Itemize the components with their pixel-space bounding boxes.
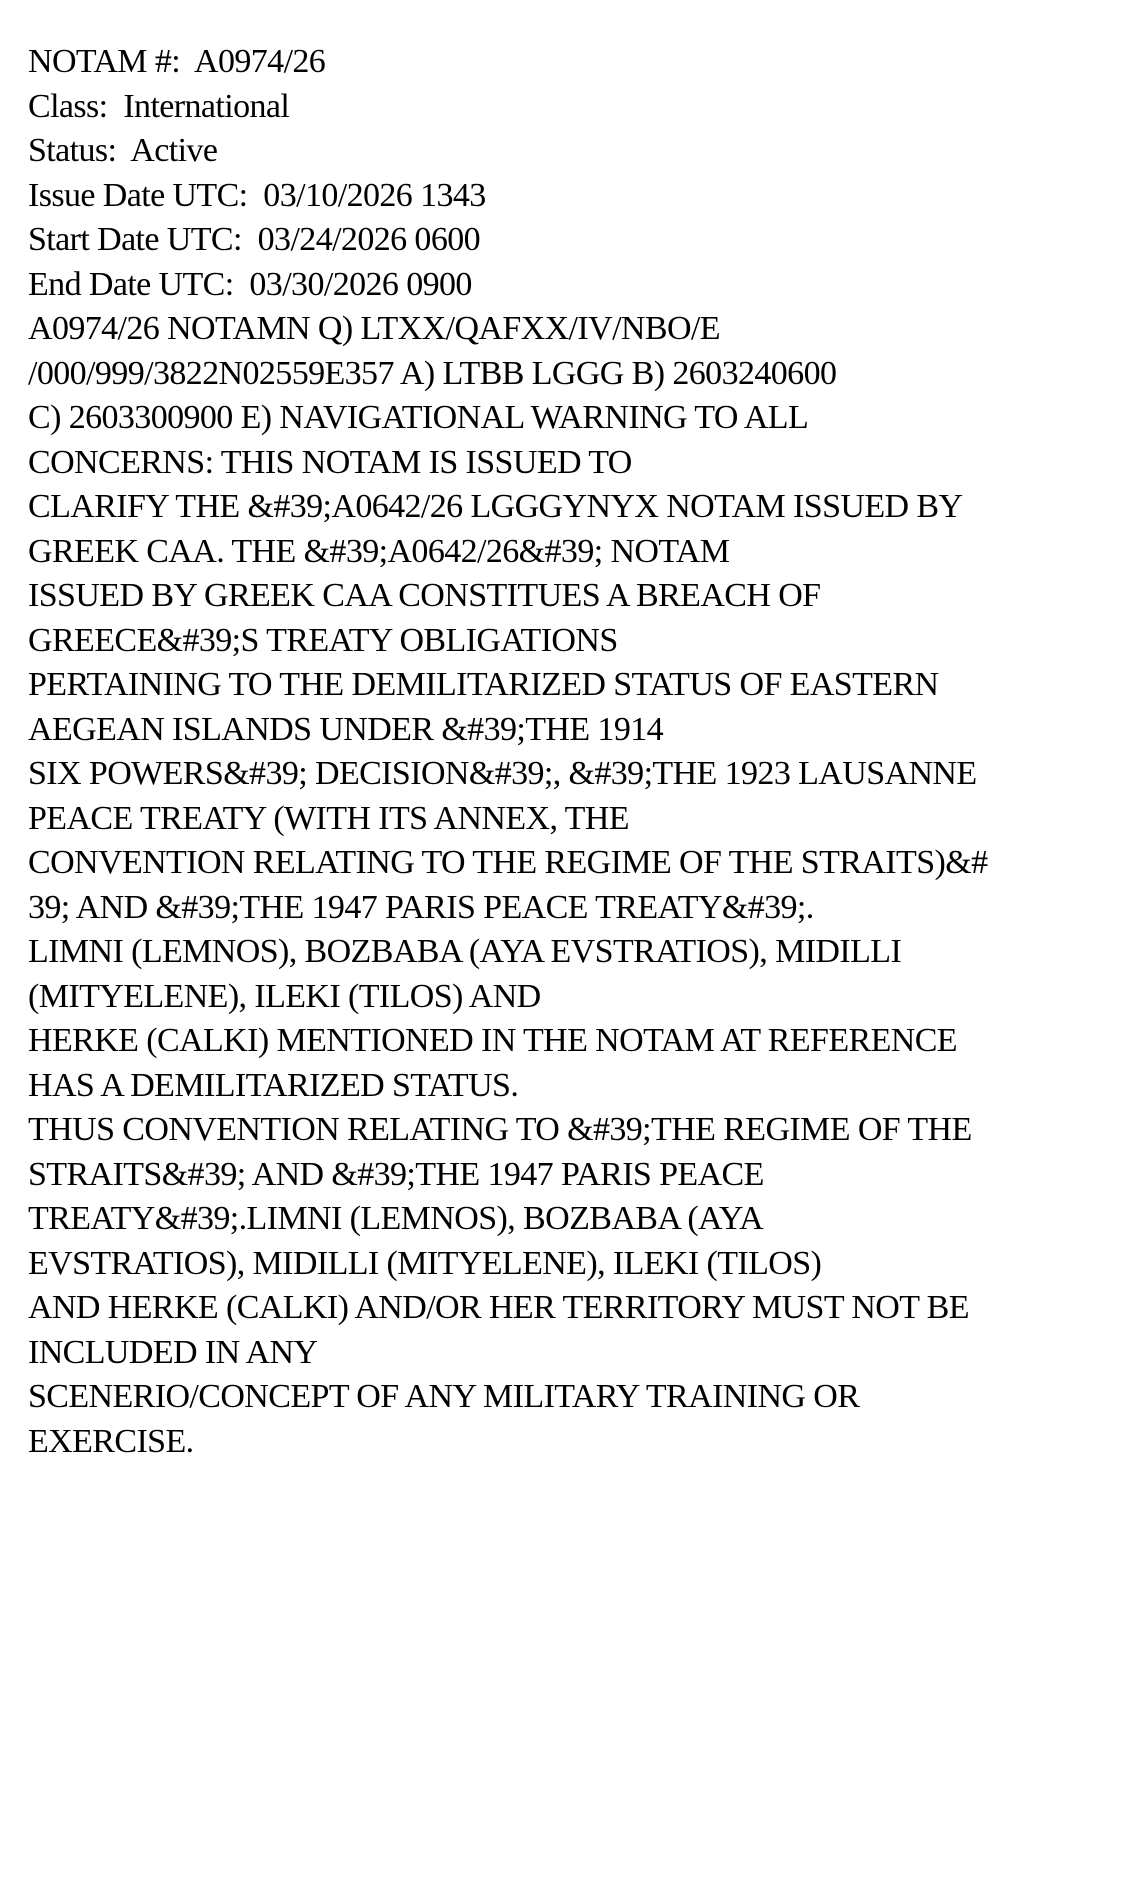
notam-body-line: PERTAINING TO THE DEMILITARIZED STATUS OF EASTERN bbox=[28, 666, 939, 703]
notam-body-line: INCLUDED IN ANY bbox=[28, 1333, 318, 1371]
notam-body-line: PEACE TREATY (WITH ITS ANNEX, THE bbox=[28, 799, 629, 837]
notam-body bbox=[28, 307, 1115, 1464]
notam-body-line: AEGEAN ISLANDS UNDER &#39;THE 1914 bbox=[28, 710, 664, 748]
notam-body-line: HERKE (CALKI) MENTIONED IN THE NOTAM AT REFERENCE bbox=[28, 1022, 957, 1059]
notam-end-date: End Date UTC: 03/30/2026 0900 bbox=[28, 265, 472, 303]
notam-body-line: THUS CONVENTION RELATING TO &#39;THE REGIME OF THE bbox=[28, 1111, 972, 1148]
notam-body-line: CLARIFY THE &#39;A0642/26 LGGGYNYX NOTAM ISSUED BY bbox=[28, 488, 963, 525]
notam-body-line: ISSUED BY GREEK CAA CONSTITUES A BREACH OF bbox=[28, 577, 821, 614]
notam-body-line: /000/999/3822N02559E357 A) LTBB LGGG B) 2603240600 bbox=[28, 354, 837, 392]
notam-body-line: HAS A DEMILITARIZED STATUS. bbox=[28, 1066, 519, 1104]
notam-body-line: LIMNI (LEMNOS), BOZBABA (AYA EVSTRATIOS), MIDILLI bbox=[28, 933, 902, 970]
notam-number: NOTAM #: A0974/26 bbox=[28, 43, 326, 80]
notam-body-line: GREEK CAA. THE &#39;A0642/26&#39; NOTAM bbox=[28, 532, 730, 570]
notam-body-line: 39; AND &#39;THE 1947 PARIS PEACE TREATY&#39;. bbox=[28, 888, 814, 926]
notam-body-line: SIX POWERS&#39; DECISION&#39;, &#39;THE 1923 LAUSANNE bbox=[28, 755, 977, 792]
notam-body-line: A0974/26 NOTAMN Q) LTXX/QAFXX/IV/NBO/E bbox=[28, 310, 720, 347]
notam-body-line: C) 2603300900 E) NAVIGATIONAL WARNING TO ALL bbox=[28, 399, 809, 436]
notam-body-line: GREECE&#39;S TREATY OBLIGATIONS bbox=[28, 621, 618, 659]
notam-body-line: EVSTRATIOS), MIDILLI (MITYELENE), ILEKI (TILOS) bbox=[28, 1244, 822, 1282]
notam-issue-date: Issue Date UTC: 03/10/2026 1343 bbox=[28, 176, 486, 214]
notam-body-line: CONVENTION RELATING TO THE REGIME OF THE STRAITS)&# bbox=[28, 844, 988, 881]
notam-body-line: STRAITS&#39; AND &#39;THE 1947 PARIS PEACE bbox=[28, 1155, 764, 1193]
notam-body-line: TREATY&#39;.LIMNI (LEMNOS), BOZBABA (AYA bbox=[28, 1200, 764, 1237]
notam-body-line: CONCERNS: THIS NOTAM IS ISSUED TO bbox=[28, 443, 632, 481]
notam-status: Status: Active bbox=[28, 132, 218, 169]
notam-body-line: EXERCISE. bbox=[28, 1422, 194, 1460]
notam-body-line: AND HERKE (CALKI) AND/OR HER TERRITORY MUST NOT BE bbox=[28, 1289, 969, 1326]
notam-class: Class: International bbox=[28, 87, 290, 125]
notam-start-date: Start Date UTC: 03/24/2026 0600 bbox=[28, 221, 481, 258]
notam-body-line: (MITYELENE), ILEKI (TILOS) AND bbox=[28, 977, 541, 1015]
notam-body-line: SCENERIO/CONCEPT OF ANY MILITARY TRAINING OR bbox=[28, 1378, 860, 1415]
